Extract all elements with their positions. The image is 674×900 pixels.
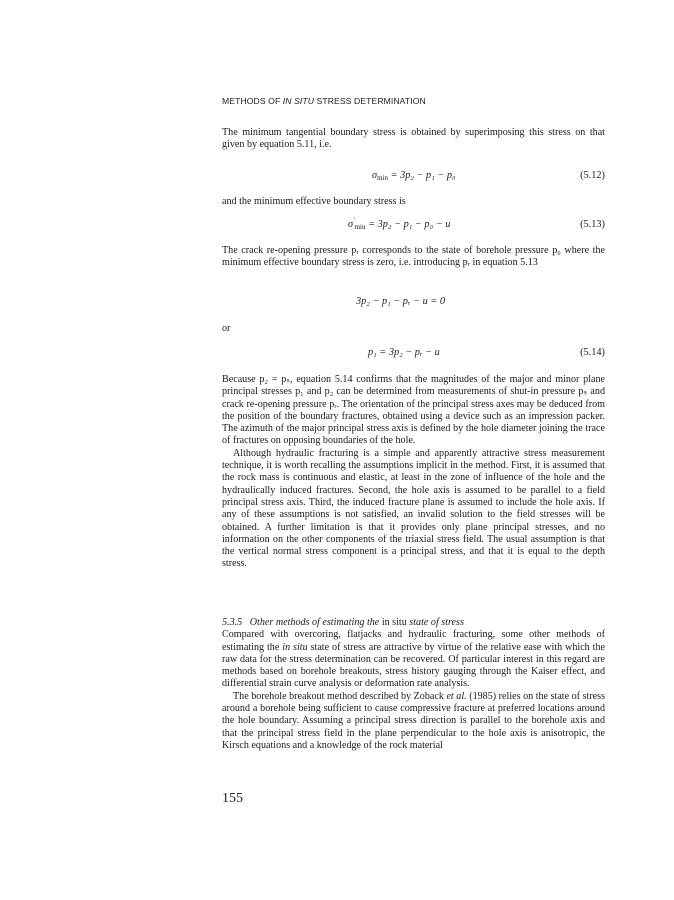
running-head-italic: IN SITU [282, 96, 315, 106]
equation-5-12-expression [372, 170, 456, 181]
equation-5-13-expression [348, 216, 451, 231]
section-number: 5.3.5 [222, 617, 243, 628]
equation-5-14 [222, 347, 605, 361]
eq-5-13-lhs-sub: min [354, 223, 366, 231]
or-text: or [222, 323, 231, 334]
eq-5-13-lhs: σ [348, 219, 354, 230]
section-heading [222, 617, 605, 629]
equation-5-12 [222, 170, 605, 184]
eq-5-12-lhs-sub: min [377, 174, 388, 182]
eq-5-13-rhs: = 3p₂ − p₁ − p₀ − u [365, 219, 451, 230]
intro-text: The minimum tangential boundary stress is obtained by superimposing this stress on that given by equation 5.11, i.e. [222, 127, 605, 151]
intro-paragraph [222, 127, 605, 152]
section-title-b: in situ [381, 617, 407, 628]
paragraph-borehole-b: (1985) relies on the state of stress around a borehole being sufficient to cause compressive fracture at preferred locations around the hole boundary. Assuming a principal stress direction is parallel to the borehole axis and that the principal stress field in the plane perpendicular to the hole axis is anisotropic, the Kirsch equations and a knowledge of the rock material [222, 690, 606, 751]
eq-5-12-rhs: = 3p₂ − p₁ − p₀ [387, 170, 456, 181]
paragraph-borehole-italic: et al. [446, 690, 467, 702]
paragraph-compared-a: Compared with overcoring, flatjacks and hydraulic fracturing, some other methods of estimating the [222, 629, 605, 653]
eq-5-12-lhs: σ [372, 170, 378, 181]
body-paragraphs [222, 374, 605, 571]
crack-paragraph [222, 245, 605, 270]
paragraph-borehole [222, 691, 605, 752]
equation-5-12-number: (5.12) [580, 170, 605, 181]
paragraph-borehole-a: The borehole breakout method described by Zoback [233, 690, 447, 702]
section-title-a: Other methods of estimating the [249, 617, 382, 628]
paragraph-compared [222, 629, 605, 690]
section-5-3-5 [222, 617, 605, 752]
eq-5-13-lhs-sup: ′ [353, 216, 355, 225]
section-title-c: state of stress [406, 617, 464, 628]
equation-5-13-number: (5.13) [580, 219, 605, 230]
paragraph-compared-italic: in situ [282, 641, 308, 653]
equation-unnumbered [222, 296, 605, 310]
running-head-prefix: METHODS OF [222, 96, 283, 106]
mid-text: and the minimum effective boundary stress is [222, 196, 406, 207]
paragraph-because: Because p₂ = pₛ, equation 5.14 confirms that the magnitudes of the major and minor plane principal stresses p₁ and p₂ can be determined from measurements of shut-in pressure pₛ and crack re-opening pressure pᵣ. The orientation of the principal stress axes may be deduced from the position of the boundary fractures, obtained using a device such as an impression packer. The azimuth of the major principal stress axis is defined by the hole diameter joining the trace of fractures on opposing boundaries of the hole. [222, 374, 605, 447]
running-head-suffix: STRESS DETERMINATION [314, 96, 426, 106]
equation-unnumbered-expression: 3p₂ − p₁ − pᵣ − u = 0 [356, 296, 445, 307]
crack-text: The crack re-opening pressure pᵣ corresponds to the state of borehole pressure p₀ where the minimum effective boundary stress is zero, i.e. introducing pᵣ in equation 5.13 [222, 245, 605, 269]
paragraph-although: Although hydraulic fracturing is a simple and apparently attractive stress measurement technique, it is worth recalling the assumptions implicit in the method. First, it is assumed that the rock mass is continuous and elastic, at least in the zone of influence of the hole and the hydraulically induced fractures. Second, the hole axis is assumed to be parallel to a field principal stress axis. Third, the induced fracture plane is assumed to include the hole axis. If any of these assumptions is not satisfied, an invalid solution to the field stresses will be obtained. A further limitation is that it provides only plane principal stresses, and no information on the other components of the triaxial stress field. The usual assumption is that the vertical normal stress component is a principal stress, and that it is equal to the depth stress. [222, 447, 605, 570]
paragraph-compared-b: state of stress are attractive by virtue of the relative ease with which the raw data for the stress determination can be recovered. Of particular interest in this regard are methods based on borehole breakouts, stress history gauging through the Kaiser effect, and differential strain curve analysis or deformation rate analysis. [222, 641, 605, 690]
equation-5-14-expression: p₁ = 3p₂ − pᵣ − u [368, 347, 440, 358]
page-number: 155 [222, 791, 243, 806]
running-head [222, 96, 426, 106]
equation-5-13 [222, 216, 605, 233]
equation-5-14-number: (5.14) [580, 347, 605, 358]
